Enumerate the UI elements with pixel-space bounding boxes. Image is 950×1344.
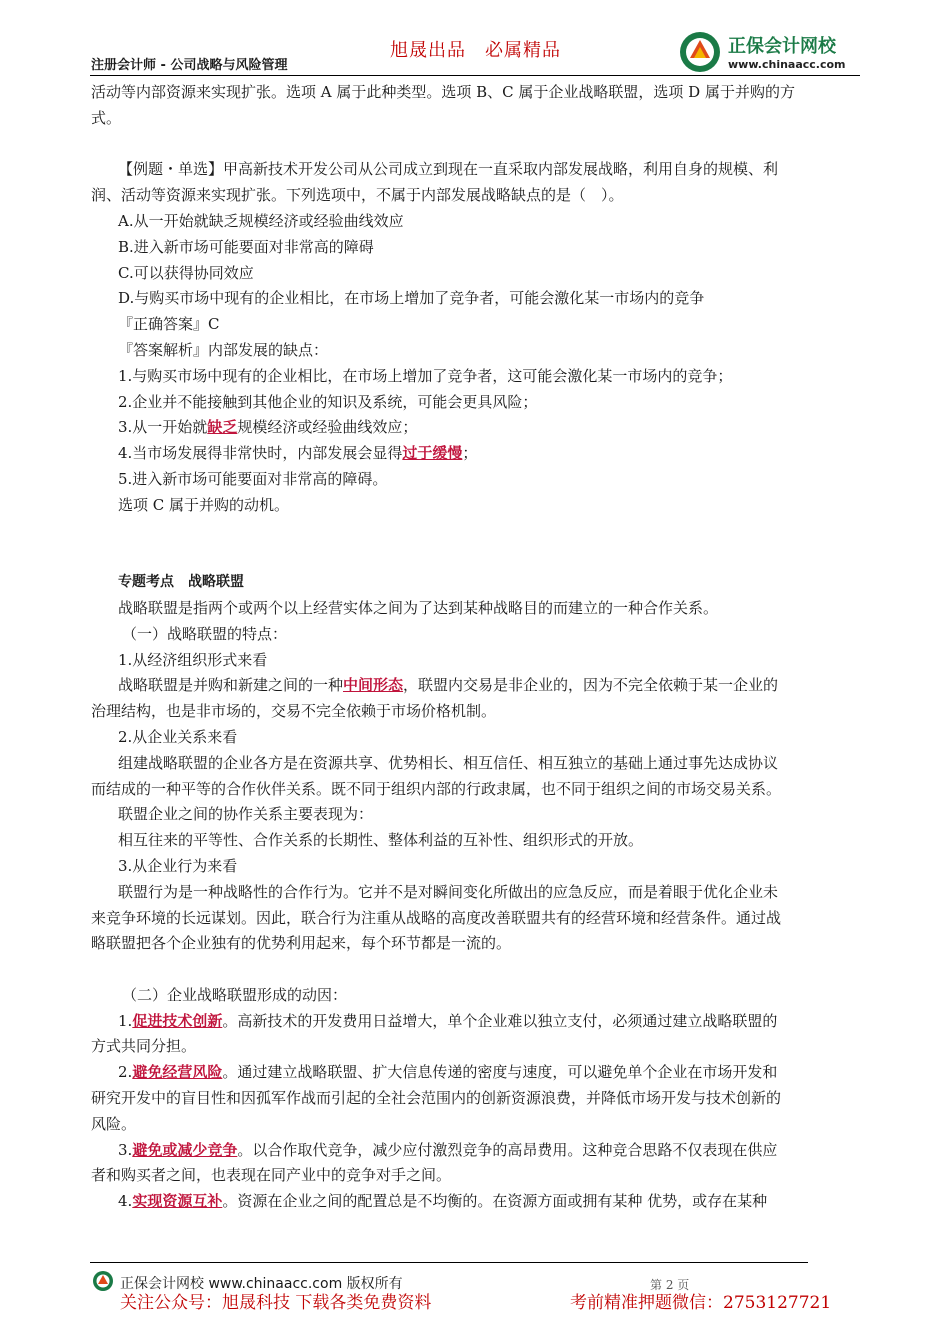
example-question: 【例题・单选】甲高新技术开发公司从公司成立到现在一直采取内部发展战略，利用自身的规模、利 [118, 160, 779, 179]
paragraph-line: 战略联盟是并购和新建之间的一种中间形态，联盟内交易是非企业的，因为不完全依赖于某一企业的 [118, 676, 779, 695]
analysis-item: 4.当市场发展得非常快时，内部发展会显得过于缓慢； [118, 444, 478, 463]
option-c: C.可以获得协同效应 [118, 263, 254, 282]
point-heading: 1.从经济组织形式来看 [118, 650, 268, 669]
motive-item: 1.促进技术创新。高新技术的开发费用日益增大，单个企业难以独立支付，必须通过建立战略联盟的 [118, 1011, 778, 1030]
highlight-term: 避免或减少竞争 [132, 1140, 238, 1159]
example-question-cont: 润、活动等资源来实现扩张。下列选项中，不属于内部发展战略缺点的是（ ）。 [91, 186, 624, 205]
logo-name: 正保会计网校 [728, 36, 836, 57]
paragraph-line: 组建战略联盟的企业各方是在资源共享、优势相长、相互信任、相互独立的基础上通过事先达成协议 [118, 753, 779, 772]
highlight-term: 中间形态 [343, 676, 404, 695]
paragraph-line: 来竞争环境的长远谋划。因此，联合行为注重从战略的高度改善联盟共有的经营环境和经营条件。通过战 [91, 908, 782, 927]
footer-copyright: 正保会计网校 www.chinaacc.com 版权所有 [120, 1276, 403, 1292]
header-slogan: 旭晟出品 必属精品 [390, 40, 561, 61]
answer-analysis-title: 『答案解析』内部发展的缺点： [118, 340, 329, 359]
highlight-term: 缺乏 [207, 418, 238, 437]
subsection-heading: （一）战略联盟的特点： [122, 624, 288, 643]
section-heading: 专题考点 战略联盟 [118, 574, 244, 591]
correct-answer: 『正确答案』C [118, 315, 220, 334]
point-heading: 3.从企业行为来看 [118, 856, 238, 875]
paragraph-line: 联盟行为是一种战略性的合作行为。它并不是对瞬间变化所做出的应急反应，而是着眼于优化企业未 [118, 882, 779, 901]
analysis-item: 1.与购买市场中现有的企业相比，在市场上增加了竞争者，这可能会激化某一市场内的竞争； [118, 366, 733, 385]
footer-watermark-right: 考前精准押题微信：2753127721 [570, 1293, 832, 1313]
highlight-term: 促进技术创新 [132, 1011, 223, 1030]
header-course-title: 注册会计师 - 公司战略与风险管理 [91, 58, 288, 73]
page-content [91, 80, 860, 1215]
highlight-term: 避免经营风险 [132, 1063, 223, 1082]
motive-item: 4.实现资源互补。资源在企业之间的配置总是不均衡的。在资源方面或拥有某种 优势，或存在某种 [118, 1192, 768, 1211]
point-heading: 2.从企业关系来看 [118, 727, 238, 746]
paragraph-line: 治理结构，也是非市场的，交易不完全依赖于市场价格机制。 [91, 702, 497, 721]
page-number: 第 2 页 [650, 1278, 690, 1292]
paragraph-line: 研究开发中的盲目性和因孤军作战而引起的全社会范围内的创新资源浪费，并降低市场开发与技术创新的 [91, 1089, 782, 1108]
paragraph-line: 而结成的一种平等的合作伙伴关系。既不同于组织内部的行政隶属，也不同于组织之间的市场交易关系。 [91, 779, 782, 798]
paragraph-line: 风险。 [91, 1114, 137, 1133]
motive-item: 3.避免或减少竞争。以合作取代竞争，减少应付激烈竞争的高昂费用。这种竞合思路不仅表现在供应 [118, 1140, 778, 1159]
paragraph-line: 相互往来的平等性、合作关系的长期性、整体利益的互补性、组织形式的开放。 [118, 831, 644, 850]
footer-divider [90, 1262, 808, 1263]
paragraph-line: 方式共同分担。 [91, 1037, 197, 1056]
analysis-note: 选项 C 属于并购的动机。 [118, 495, 290, 514]
logo-emblem-icon [678, 30, 722, 74]
option-a: A.从一开始就缺乏规模经济或经验曲线效应 [118, 211, 404, 230]
paragraph-line: 战略联盟是指两个或两个以上经营实体之间为了达到某种战略目的而建立的一种合作关系。 [118, 598, 719, 617]
analysis-item: 2.企业并不能接触到其他企业的知识及系统，可能会更具风险； [118, 392, 538, 411]
footer-logo-icon [92, 1270, 114, 1292]
brand-logo [678, 30, 878, 78]
option-b: B.进入新市场可能要面对非常高的障碍 [118, 237, 374, 256]
footer-watermark-left: 关注公众号：旭晟科技 下载各类免费资料 [120, 1293, 432, 1313]
paragraph-line: 者和购买者之间，也表现在同产业中的竞争对手之间。 [91, 1166, 452, 1185]
paragraph-line: 联盟企业之间的协作关系主要表现为： [118, 805, 374, 824]
highlight-term: 实现资源互补 [132, 1192, 223, 1211]
motive-item: 2.避免经营风险。通过建立战略联盟、扩大信息传递的密度与速度，可以避免单个企业在市场开发和 [118, 1063, 778, 1082]
subsection-heading: （二）企业战略联盟形成的动因： [122, 985, 348, 1004]
analysis-item: 5.进入新市场可能要面对非常高的障碍。 [118, 469, 388, 488]
header-divider [90, 75, 860, 76]
option-d: D.与购买市场中现有的企业相比，在市场上增加了竞争者，可能会激化某一市场内的竞争 [118, 289, 705, 308]
paragraph-line: 式。 [91, 108, 122, 127]
paragraph-line: 活动等内部资源来实现扩张。选项 A 属于此种类型。选项 B、C 属于企业战略联盟，选项 D 属于并购的方 [91, 83, 795, 101]
logo-url: www.chinaacc.com [728, 58, 846, 71]
highlight-term: 过于缓慢 [402, 444, 463, 463]
paragraph-line: 略联盟把各个企业独有的优势利用起来，每个环节都是一流的。 [91, 934, 512, 953]
analysis-item: 3.从一开始就缺乏规模经济或经验曲线效应； [118, 418, 418, 437]
